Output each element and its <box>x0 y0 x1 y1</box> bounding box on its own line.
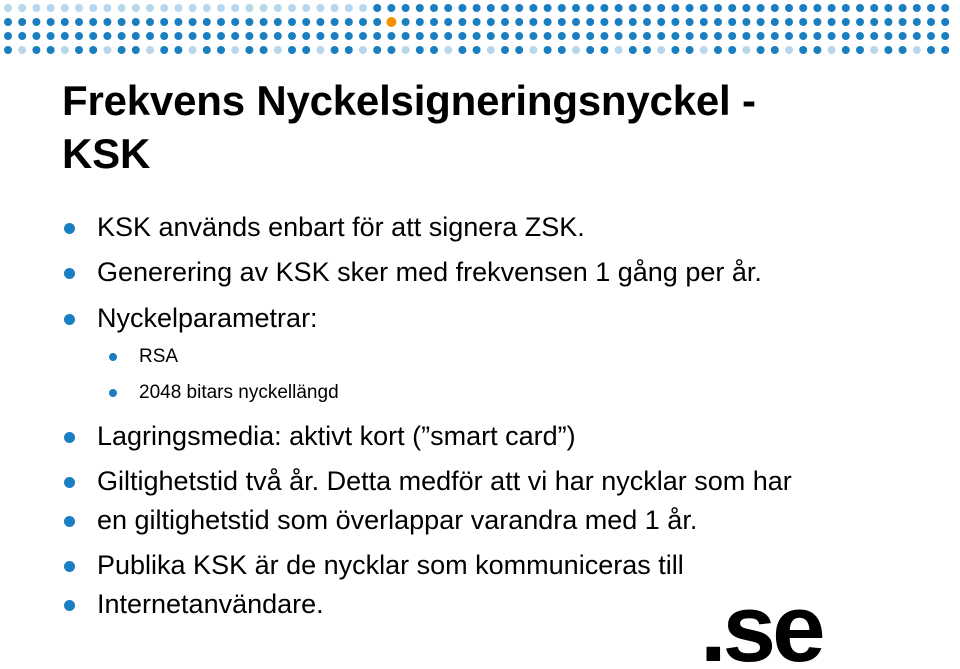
se-logo <box>700 590 880 669</box>
bullet-item: KSK används enbart för att signera ZSK. <box>97 208 927 246</box>
title-line-2: KSK <box>62 130 151 177</box>
bullet-item: Publika KSK är de nycklar som kommuniceras till <box>97 546 927 584</box>
bullet-continuation: Internetanvändare. <box>97 585 927 623</box>
sub-bullet-item: 2048 bitars nyckellängd <box>139 379 960 407</box>
bullet-continuation: en giltighetstid som överlappar varandra med 1 år. <box>97 501 927 539</box>
sub-bullet-item: RSA <box>139 343 960 371</box>
logo-text: .se <box>700 590 822 669</box>
title-line-1: Frekvens Nyckelsigneringsnyckel - <box>62 77 756 124</box>
bullet-item: Nyckelparametrar: <box>97 299 927 337</box>
bullet-item: Giltighetstid två år. Detta medför att vi har nycklar som har <box>97 462 927 500</box>
bullet-item: Lagringsmedia: aktivt kort (”smart card”) <box>97 417 927 455</box>
bullet-item: Generering av KSK sker med frekvensen 1 gång per år. <box>97 253 927 291</box>
